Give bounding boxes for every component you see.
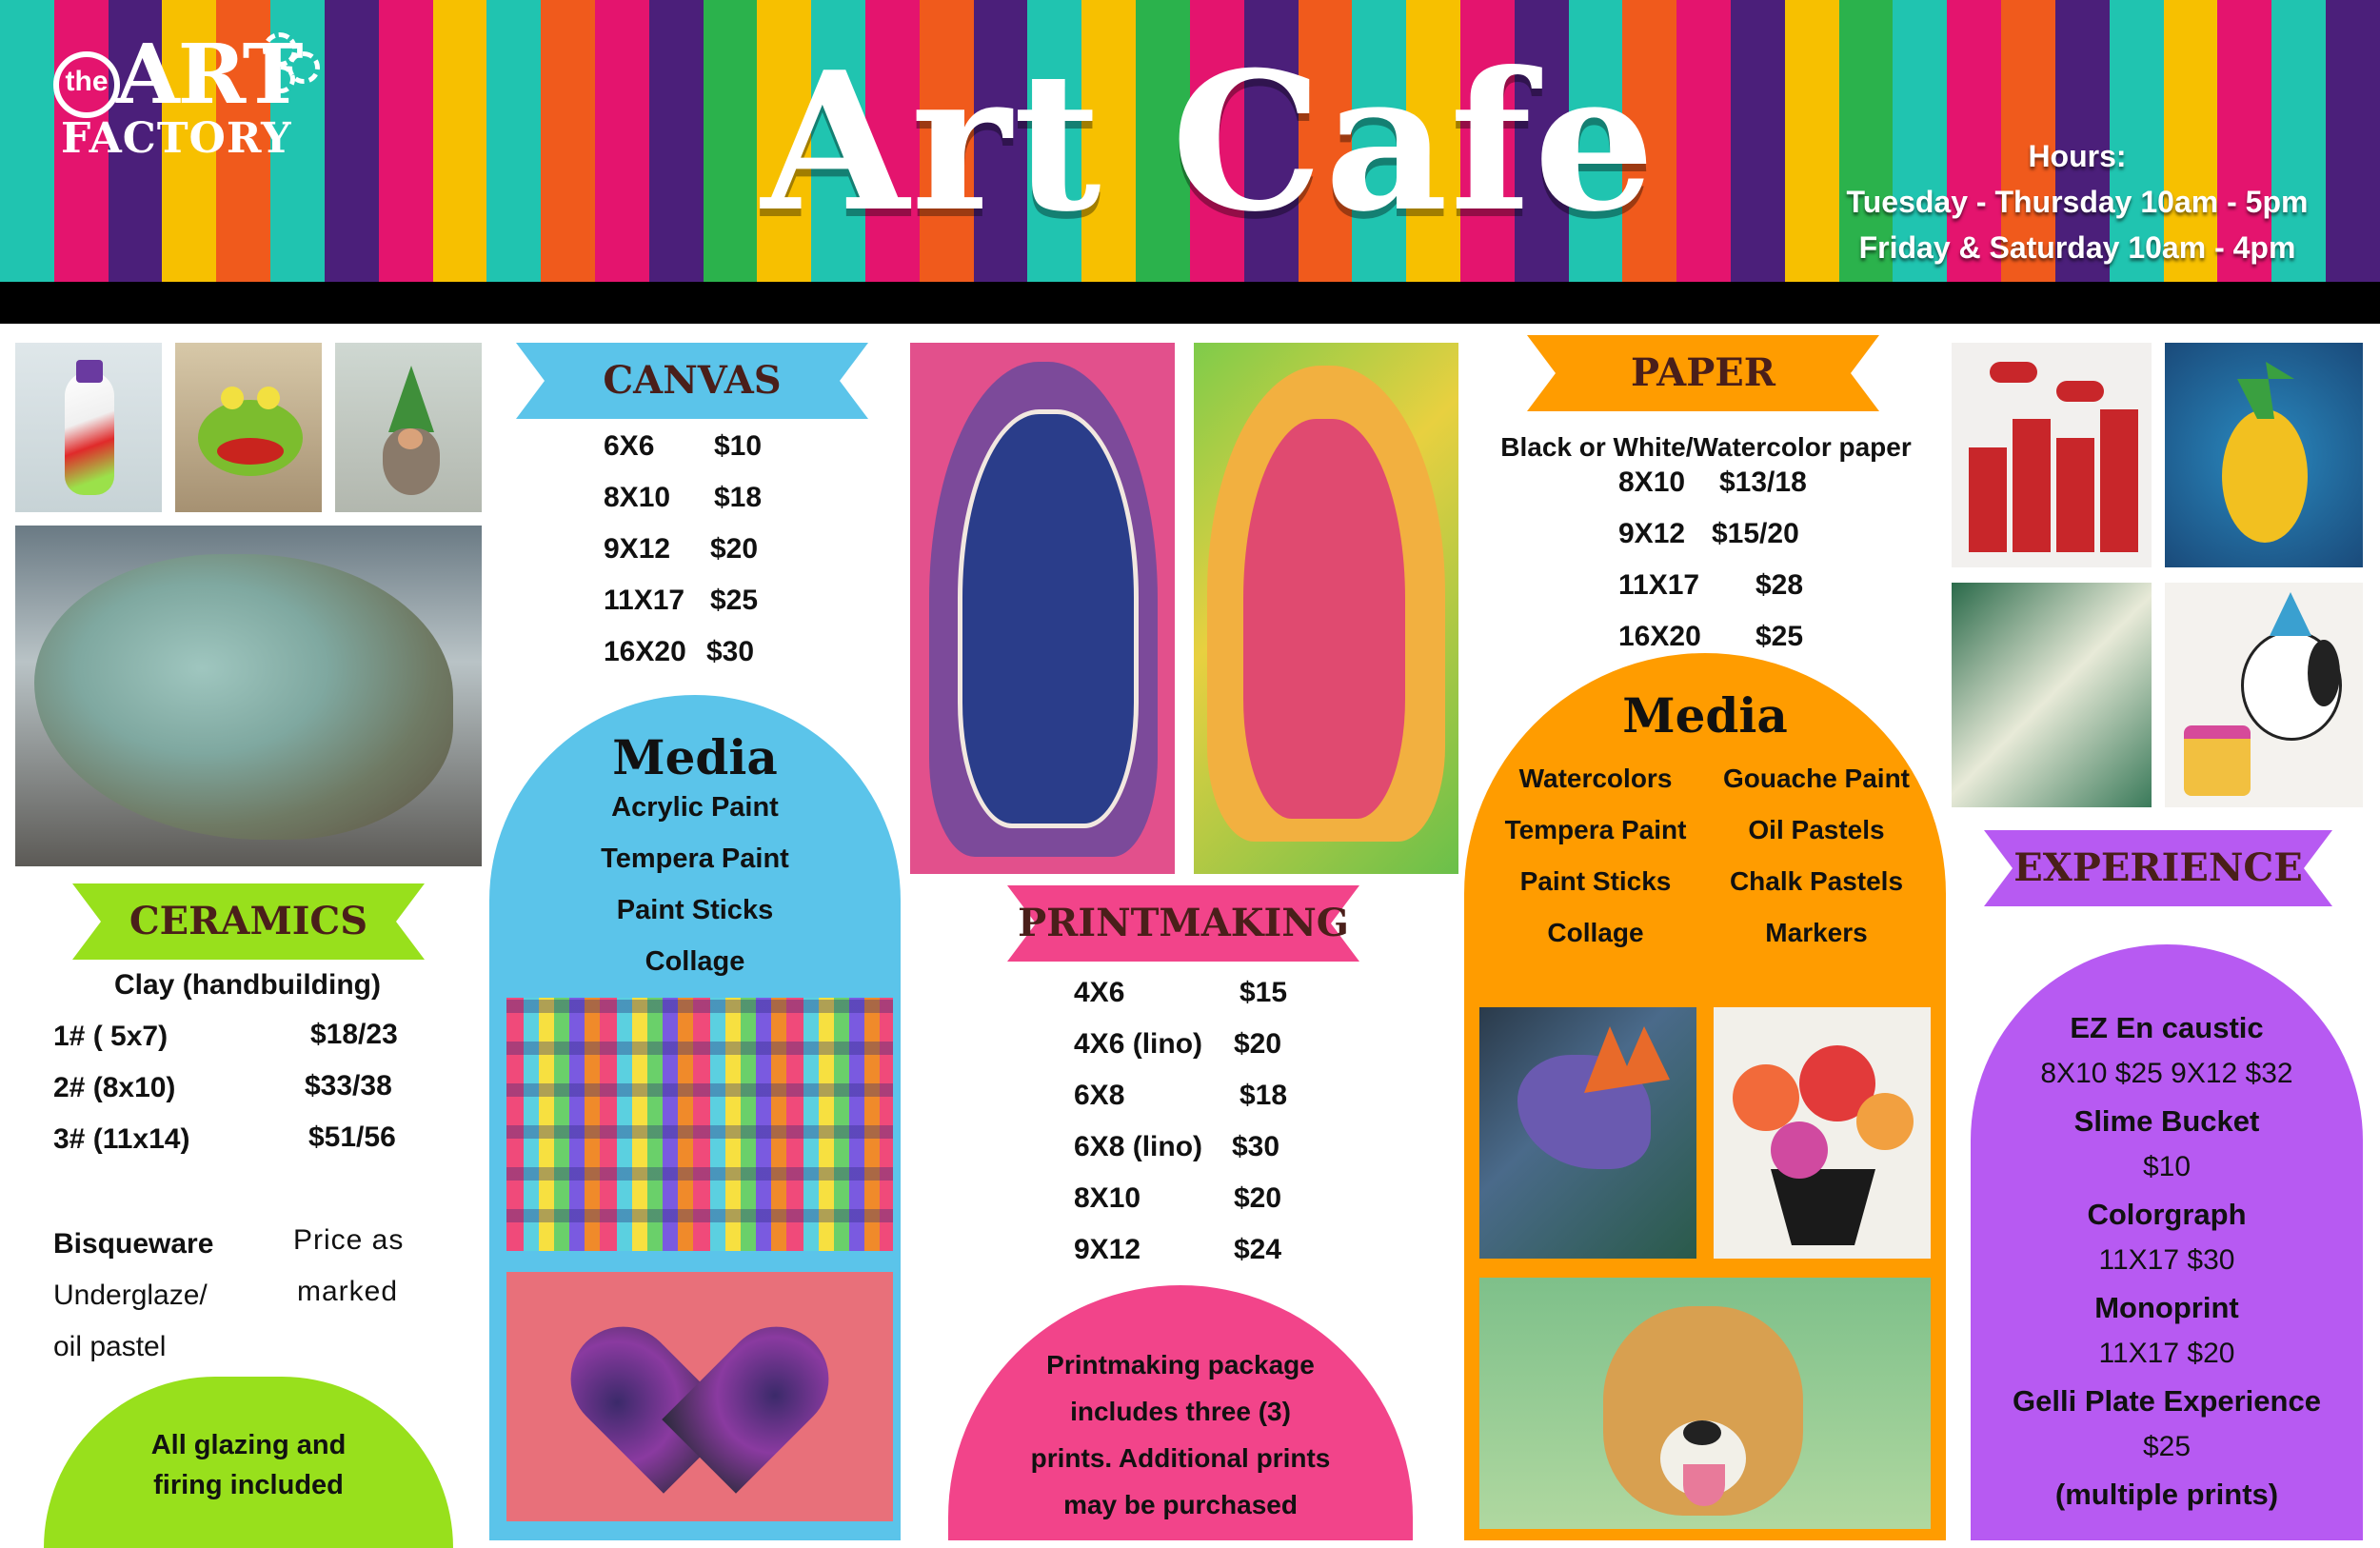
paper-subtitle: Black or White/Watercolor paper [1500, 432, 1912, 462]
experience-snoopy-art [2165, 583, 2363, 807]
header-stripe [649, 0, 704, 282]
package-line-4: may be purchased [1063, 1490, 1298, 1519]
experience-line: 11X17 $30 [2098, 1244, 2235, 1276]
experience-line: (multiple prints) [2054, 1478, 2279, 1511]
canvas-title: CANVAS [603, 358, 782, 403]
paper-media-title: Media [1622, 687, 1788, 744]
experience-monoprint [1952, 583, 2152, 807]
experience-line: $10 [2142, 1151, 2192, 1182]
print-size-3: 6X8 [1074, 1080, 1125, 1111]
ceramics-item-3: 3# (11x14) [53, 1123, 190, 1155]
underglaze-label: Underglaze/ [53, 1280, 208, 1311]
hours-label: Hours: [2028, 139, 2127, 173]
print-price-5: $20 [1234, 1182, 1282, 1214]
experience-line: 11X17 $20 [2098, 1338, 2235, 1369]
experience-pineapple-art [2165, 343, 2363, 567]
paper-media-left-4: Collage [1547, 918, 1644, 947]
experience-line: Colorgraph [2087, 1198, 2247, 1231]
canvas-price-4: $25 [710, 585, 759, 616]
logo-the-text: the [53, 51, 120, 118]
printmaking-blue-face [910, 343, 1175, 874]
experience-line: EZ En caustic [2070, 1011, 2264, 1044]
logo-art-text: ART [116, 27, 302, 123]
gear-icon [267, 65, 295, 93]
paper-price-4: $25 [1755, 621, 1804, 652]
paper-media-left-3: Paint Sticks [1519, 866, 1672, 896]
print-price-3: $18 [1240, 1080, 1288, 1111]
experience-city-print [1952, 343, 2152, 567]
bisqueware-label: Bisqueware [53, 1228, 214, 1260]
print-price-2: $20 [1234, 1028, 1282, 1060]
paper-dog-artwork [1479, 1278, 1931, 1529]
paper-media-left-1: Watercolors [1518, 764, 1673, 793]
canvas-media-1: Acrylic Paint [611, 792, 779, 823]
paper-banner [1527, 335, 1879, 411]
header-stripe [325, 0, 379, 282]
package-line-3: prints. Additional prints [1030, 1443, 1331, 1473]
experience-title: EXPERIENCE [2013, 845, 2303, 890]
print-price-4: $30 [1232, 1131, 1280, 1162]
canvas-dots-painting [506, 998, 893, 1251]
experience-line: Gelli Plate Experience [2013, 1384, 2321, 1418]
print-size-4: 6X8 (lino) [1074, 1131, 1203, 1162]
paper-media-right-3: Chalk Pastels [1729, 866, 1904, 896]
canvas-media-title: Media [612, 729, 778, 785]
printmaking-pink-face [1194, 343, 1458, 874]
oil-pastel-label: oil pastel [53, 1331, 167, 1362]
paper-media-right-1: Gouache Paint [1722, 764, 1911, 793]
canvas-heart-painting [506, 1272, 893, 1521]
ceramics-item-2: 2# (8x10) [53, 1072, 176, 1103]
paper-price-1: $13/18 [1719, 466, 1807, 498]
paper-size-2: 9X12 [1618, 518, 1686, 549]
ceramics-price-2: $33/38 [305, 1070, 392, 1101]
package-line-2: includes three (3) [1070, 1397, 1291, 1426]
experience-line: $25 [2142, 1431, 2192, 1462]
paper-media-left-2: Tempera Paint [1504, 815, 1687, 844]
canvas-price-3: $20 [710, 533, 759, 565]
paper-media-right-4: Markers [1765, 918, 1868, 947]
hours-weekend: Friday & Saturday 10am - 4pm [1858, 230, 2296, 265]
canvas-size-5: 16X20 [604, 636, 686, 667]
header-stripe [433, 0, 487, 282]
hours-weekday: Tuesday - Thursday 10am - 5pm [1846, 185, 2309, 219]
paper-price-3: $28 [1755, 569, 1804, 601]
ceramics-title: CERAMICS [129, 899, 368, 943]
store-hours [1782, 133, 2372, 270]
canvas-media-4: Collage [645, 946, 745, 977]
glazing-line-1: All glazing and [150, 1430, 347, 1460]
printmaking-banner [1007, 885, 1359, 962]
paper-size-4: 16X20 [1618, 621, 1701, 652]
price-as-label: Price as [293, 1224, 405, 1256]
experience-line: Slime Bucket [2073, 1104, 2260, 1138]
ceramics-price-3: $51/56 [308, 1121, 396, 1153]
header-stripe [379, 0, 433, 282]
marked-label: marked [297, 1276, 399, 1307]
canvas-media-3: Paint Sticks [616, 895, 774, 925]
ceramic-frog-photo [175, 343, 322, 512]
logo-factory-text: FACTORY [61, 114, 292, 163]
header-divider [0, 282, 2380, 324]
page-title: Art Cafe [761, 30, 1657, 254]
experience-banner [1984, 830, 2332, 906]
header-stripe [1731, 0, 1785, 282]
print-price-1: $15 [1240, 977, 1288, 1008]
canvas-size-4: 11X17 [604, 585, 685, 616]
canvas-size-2: 8X10 [604, 482, 671, 513]
ceramics-item-1: 1# ( 5x7) [53, 1021, 169, 1052]
canvas-banner [516, 343, 868, 419]
paper-dragon-artwork [1479, 1007, 1696, 1259]
ceramic-bowl-photo [15, 526, 482, 866]
paper-price-2: $15/20 [1712, 518, 1799, 549]
experience-line: 8X10 $25 9X12 $32 [2040, 1058, 2293, 1089]
header-stripe [541, 0, 595, 282]
canvas-size-3: 9X12 [604, 533, 671, 565]
glazing-bubble [44, 1377, 453, 1548]
ceramic-gnome-photo [335, 343, 482, 512]
print-size-6: 9X12 [1074, 1234, 1141, 1265]
canvas-price-2: $18 [714, 482, 763, 513]
clay-heading: Clay (handbuilding) [114, 969, 381, 1001]
paper-title: PAPER [1630, 350, 1775, 395]
canvas-price-1: $10 [714, 430, 763, 462]
paper-size-3: 11X17 [1618, 569, 1700, 601]
header-stripe [1676, 0, 1731, 282]
canvas-price-5: $30 [706, 636, 755, 667]
ceramics-price-1: $18/23 [310, 1019, 398, 1050]
paper-size-1: 8X10 [1618, 466, 1686, 498]
ceramics-banner [72, 883, 425, 960]
ceramic-vase-photo [15, 343, 162, 512]
paper-media-right-2: Oil Pastels [1748, 815, 1885, 844]
paper-flowers-artwork [1714, 1007, 1931, 1259]
header-stripe [486, 0, 541, 282]
header-stripe [595, 0, 649, 282]
print-size-1: 4X6 [1074, 977, 1125, 1008]
experience-line: Monoprint [2094, 1291, 2239, 1324]
print-size-5: 8X10 [1074, 1182, 1141, 1214]
print-price-6: $24 [1234, 1234, 1282, 1265]
package-line-1: Printmaking package [1046, 1350, 1315, 1379]
canvas-media-2: Tempera Paint [601, 843, 789, 874]
printmaking-title: PRINTMAKING [1018, 901, 1349, 945]
print-size-2: 4X6 (lino) [1074, 1028, 1203, 1060]
art-factory-logo[interactable] [38, 19, 324, 162]
canvas-size-1: 6X6 [604, 430, 655, 462]
glazing-line-2: firing included [153, 1470, 344, 1500]
